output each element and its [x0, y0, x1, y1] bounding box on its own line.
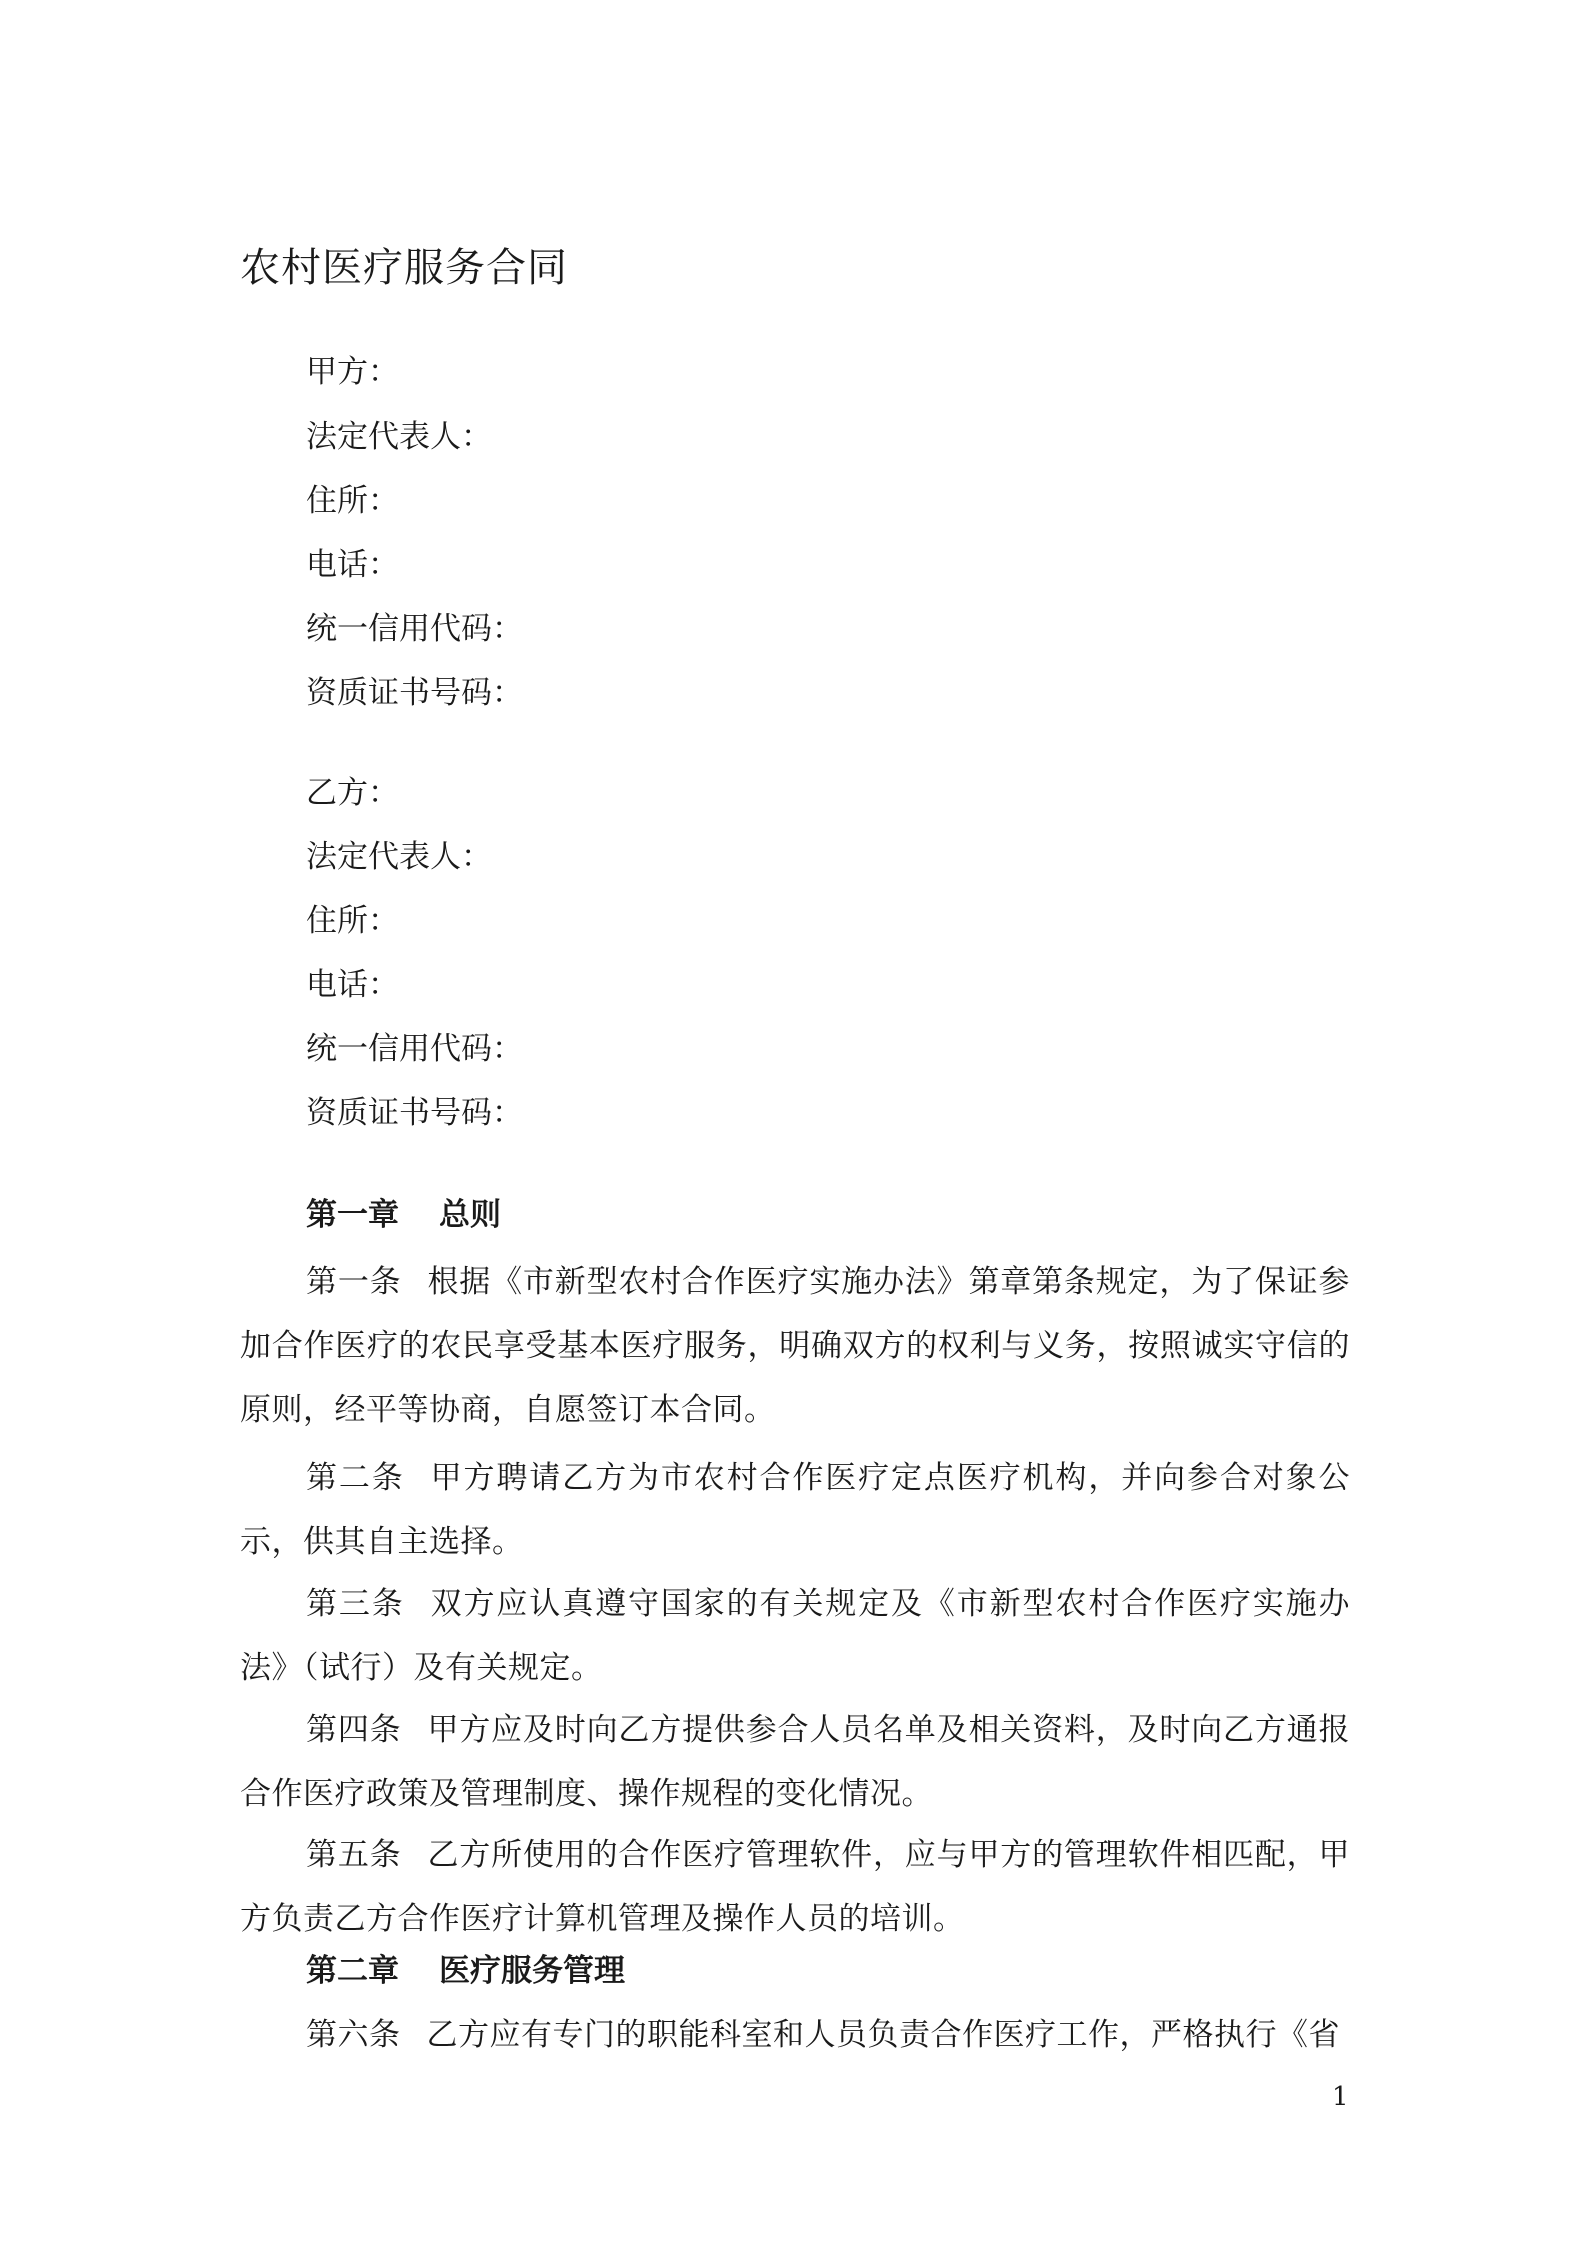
chapter-name: 总则 — [439, 1197, 501, 1233]
article-paragraph — [240, 1698, 1350, 1826]
party-b-rep-field: 法定代表人： — [306, 839, 492, 875]
article-text: 乙方所使用的合作医疗管理软件，应与甲方的管理软件相匹配，甲方负责乙方合作医疗计算机管理及操作人员的培训。 — [240, 1837, 1350, 1937]
party-a-cert-field: 资质证书号码： — [306, 675, 523, 711]
party-a-rep-field: 法定代表人： — [306, 419, 492, 455]
chapter-number: 第二章 — [306, 1953, 399, 1989]
article-number: 第一条 — [306, 1264, 402, 1300]
article-text: 根据《市新型农村合作医疗实施办法》第章第条规定，为了保证参加合作医疗的农民享受基本医疗服务，明确双方的权利与义务，按照诚实守信的原则，经平等协商，自愿签订本合同。 — [240, 1264, 1350, 1428]
party-b-credit-code-field: 统一信用代码： — [306, 1031, 523, 1067]
document-title: 农村医疗服务合同 — [240, 245, 568, 291]
party-a-name-field: 甲方： — [306, 354, 399, 390]
party-b-address-field: 住所： — [306, 903, 399, 939]
chapter-heading — [306, 1951, 625, 1991]
party-b-cert-field: 资质证书号码： — [306, 1095, 523, 1131]
chapter-heading — [306, 1195, 501, 1235]
article-number: 第四条 — [306, 1712, 402, 1748]
party-b-name-field: 乙方： — [306, 775, 399, 811]
article-text: 甲方聘请乙方为市农村合作医疗定点医疗机构，并向参合对象公示，供其自主选择。 — [240, 1460, 1351, 1560]
article-number: 第六条 — [306, 2017, 401, 2053]
article-paragraph — [240, 1446, 1350, 1574]
article-paragraph — [240, 1823, 1350, 1951]
article-paragraph — [240, 1250, 1350, 1442]
article-text: 双方应认真遵守国家的有关规定及《市新型农村合作医疗实施办法》（试行）及有关规定。 — [240, 1586, 1351, 1686]
chapter-number: 第一章 — [306, 1197, 399, 1233]
article-number: 第二条 — [306, 1460, 405, 1496]
article-paragraph — [240, 1572, 1350, 1700]
party-a-phone-field: 电话： — [306, 547, 399, 583]
article-text: 甲方应及时向乙方提供参合人员名单及相关资料，及时向乙方通报合作医疗政策及管理制度、操作规程的变化情况。 — [240, 1712, 1350, 1812]
party-a-credit-code-field: 统一信用代码： — [306, 611, 523, 647]
party-a-address-field: 住所： — [306, 483, 399, 519]
article-text: 乙方应有专门的职能科室和人员负责合作医疗工作，严格执行《省 — [426, 2017, 1340, 2053]
chapter-name: 医疗服务管理 — [439, 1953, 625, 1989]
article-number: 第三条 — [306, 1586, 405, 1622]
party-b-phone-field: 电话： — [306, 967, 399, 1003]
article-paragraph — [240, 2003, 1350, 2067]
page-number: 1 — [1332, 2082, 1349, 2112]
article-number: 第五条 — [306, 1837, 402, 1873]
